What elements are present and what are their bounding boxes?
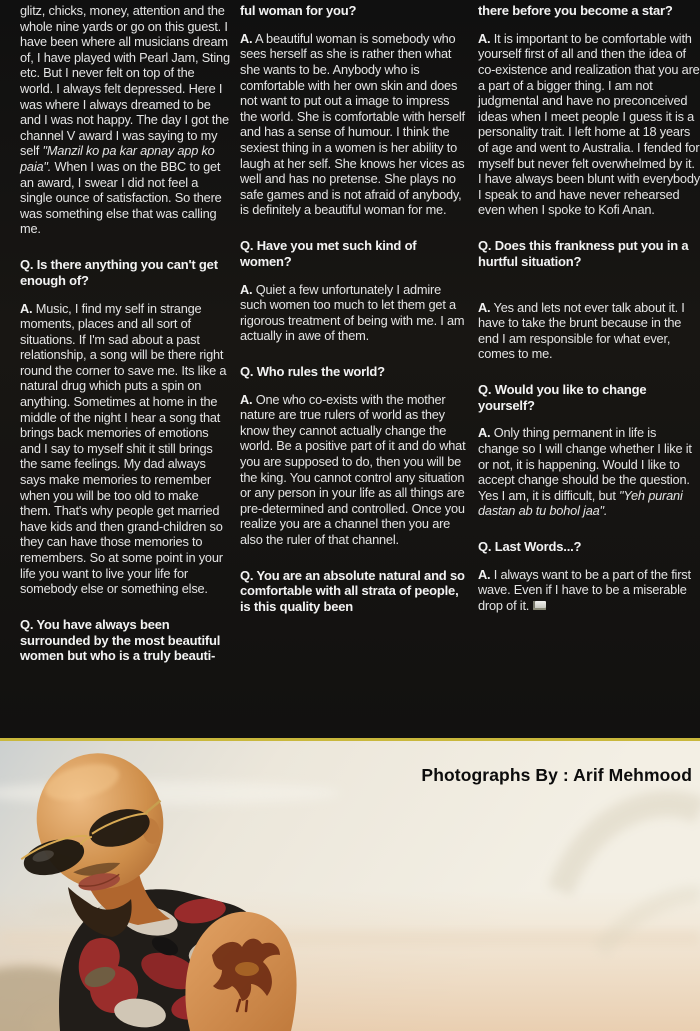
italic-quote: "Yeh purani dastan ab tu bohol jaa".	[478, 487, 683, 519]
answer-text: Yes and lets not ever talk about it. I have to take the brunt because in the end I am responsible for what ever, comes to me.	[478, 299, 685, 362]
question: Q. Last Words...?	[478, 539, 582, 555]
question: Q. Does this frankness put you in a hurtful situation?	[478, 237, 689, 269]
question-continuation: ful woman for you?	[240, 3, 357, 18]
answer	[240, 392, 468, 548]
answer-prefix: A.	[20, 300, 33, 316]
answer	[240, 282, 468, 344]
answer	[240, 31, 468, 218]
answer	[20, 301, 230, 597]
answer-text: One who co-exists with the mother nature are true rulers of world as they know they cannot actually change the world. Be a positive part of it and do what you are supposed to do, then you will be the king. You cannot control any situation or any person in your life as all things are pre-determined and controlled. Once you realize you are a channel then you are also the ruler of that channel.	[240, 391, 466, 548]
paragraph-text: When I was on the BBC to get an award, I swear I did not feel a single ounce of satisfaction. So there was something else that was calling me.	[20, 158, 222, 237]
answer-prefix: A.	[478, 30, 491, 46]
answer-prefix: A.	[240, 281, 253, 297]
answer-prefix: A.	[478, 299, 491, 315]
question: Q. You have always been surrounded by the most beautiful women but who is a truly beauti-	[20, 616, 221, 664]
answer-prefix: A.	[478, 566, 491, 582]
answer-text: Only thing permanent in life is change so I will change whether I like it or not, it is happening. Would I like to accept change should be the question. Yes I am, it is difficult, but	[478, 425, 692, 503]
article-column-3	[478, 3, 700, 738]
question: Q. Have you met such kind of women?	[240, 237, 417, 269]
question: Q. Who rules the world?	[240, 363, 385, 379]
photo-section	[0, 741, 700, 1031]
answer-text: Quiet a few unfortunately I admire such women too much to let them get a rigorous treatment of being with me. I am actually in awe of them.	[240, 281, 465, 344]
answer-text: Music, I find my self in strange moments, places and all sort of situations. If I'm sad about a past relationship, a song will be there right round the corner to save me. Its like a natural drug which puts a spin on anything. Sometimes at home in the middle of the night I hear a song that brings back memories of emotions and I say to myself shit it still brings the same feelings. My dad always says make memories to remember when you will be too old to make them. That's why people get married have kids and then grand-children so they can have those memories to remembers. So at some point in your life you want to live your life for somebody else or something else.	[20, 300, 227, 597]
answer-prefix: A.	[478, 425, 491, 441]
paragraph-text: glitz, chicks, money, attention and the whole nine yards or go on this guest. I have been where all musicians dream of, I have played with Pearl Jam, Sting etc. But I never felt on top of the world. I always felt depressed. Here I was where I always dreamed to be and I was not happy. The day I got the channel V award I was saying to my self	[20, 3, 230, 159]
answer-prefix: A.	[240, 391, 253, 407]
answer-text: A beautiful woman is somebody who sees herself as she is rather then what she wants to be. Anybody who is comfortable with her own skin and does not want to put out a image to impress the world. She is comfortable with herself and has a sense of humour. I think the sexiest thing in a women is her ability to laugh at her self. She knows her vices as well and has no pretense. She plays no safe games and is not afraid of anybody, is definitely a beautiful woman for me.	[240, 30, 465, 218]
photographer-credit: Photographs By : Arif Mehmood	[421, 765, 692, 785]
article-column-2	[240, 3, 468, 738]
question: Q. You are an absolute natural and so comfortable with all strata of people, is this quality been	[240, 567, 465, 615]
answer	[478, 31, 700, 218]
italic-quote: "Manzil ko pa kar apnay app ko paia".	[20, 143, 215, 174]
answer	[478, 425, 700, 519]
paragraph	[20, 3, 230, 237]
end-of-article-icon	[533, 601, 546, 610]
question: Q. Is there anything you can't get enough of?	[20, 256, 218, 288]
answer	[478, 300, 700, 362]
answer-text: I always want to be a part of the first wave. Even if I have to be a miserable drop of it.	[478, 566, 691, 614]
answer	[478, 567, 700, 614]
answer-text: It is important to be comfortable with yourself first of all and then the idea of co-existence and realization that you are a part of a bigger thing. I am not judgmental and have no preconceived ideas when I meet people I guess it is a personality trait. I left home at 18 years of age and went to Australia. I fended for myself but never felt overwhelmed by it. I have always been blunt with everybody I speak to and have never rehearsed even when I spoke to Kofi Anan.	[478, 30, 700, 218]
answer-prefix: A.	[240, 30, 253, 46]
article-column-1	[20, 3, 230, 738]
question-continuation: there before you become a star?	[478, 3, 673, 18]
question: Q. Would you like to change yourself?	[478, 381, 647, 413]
